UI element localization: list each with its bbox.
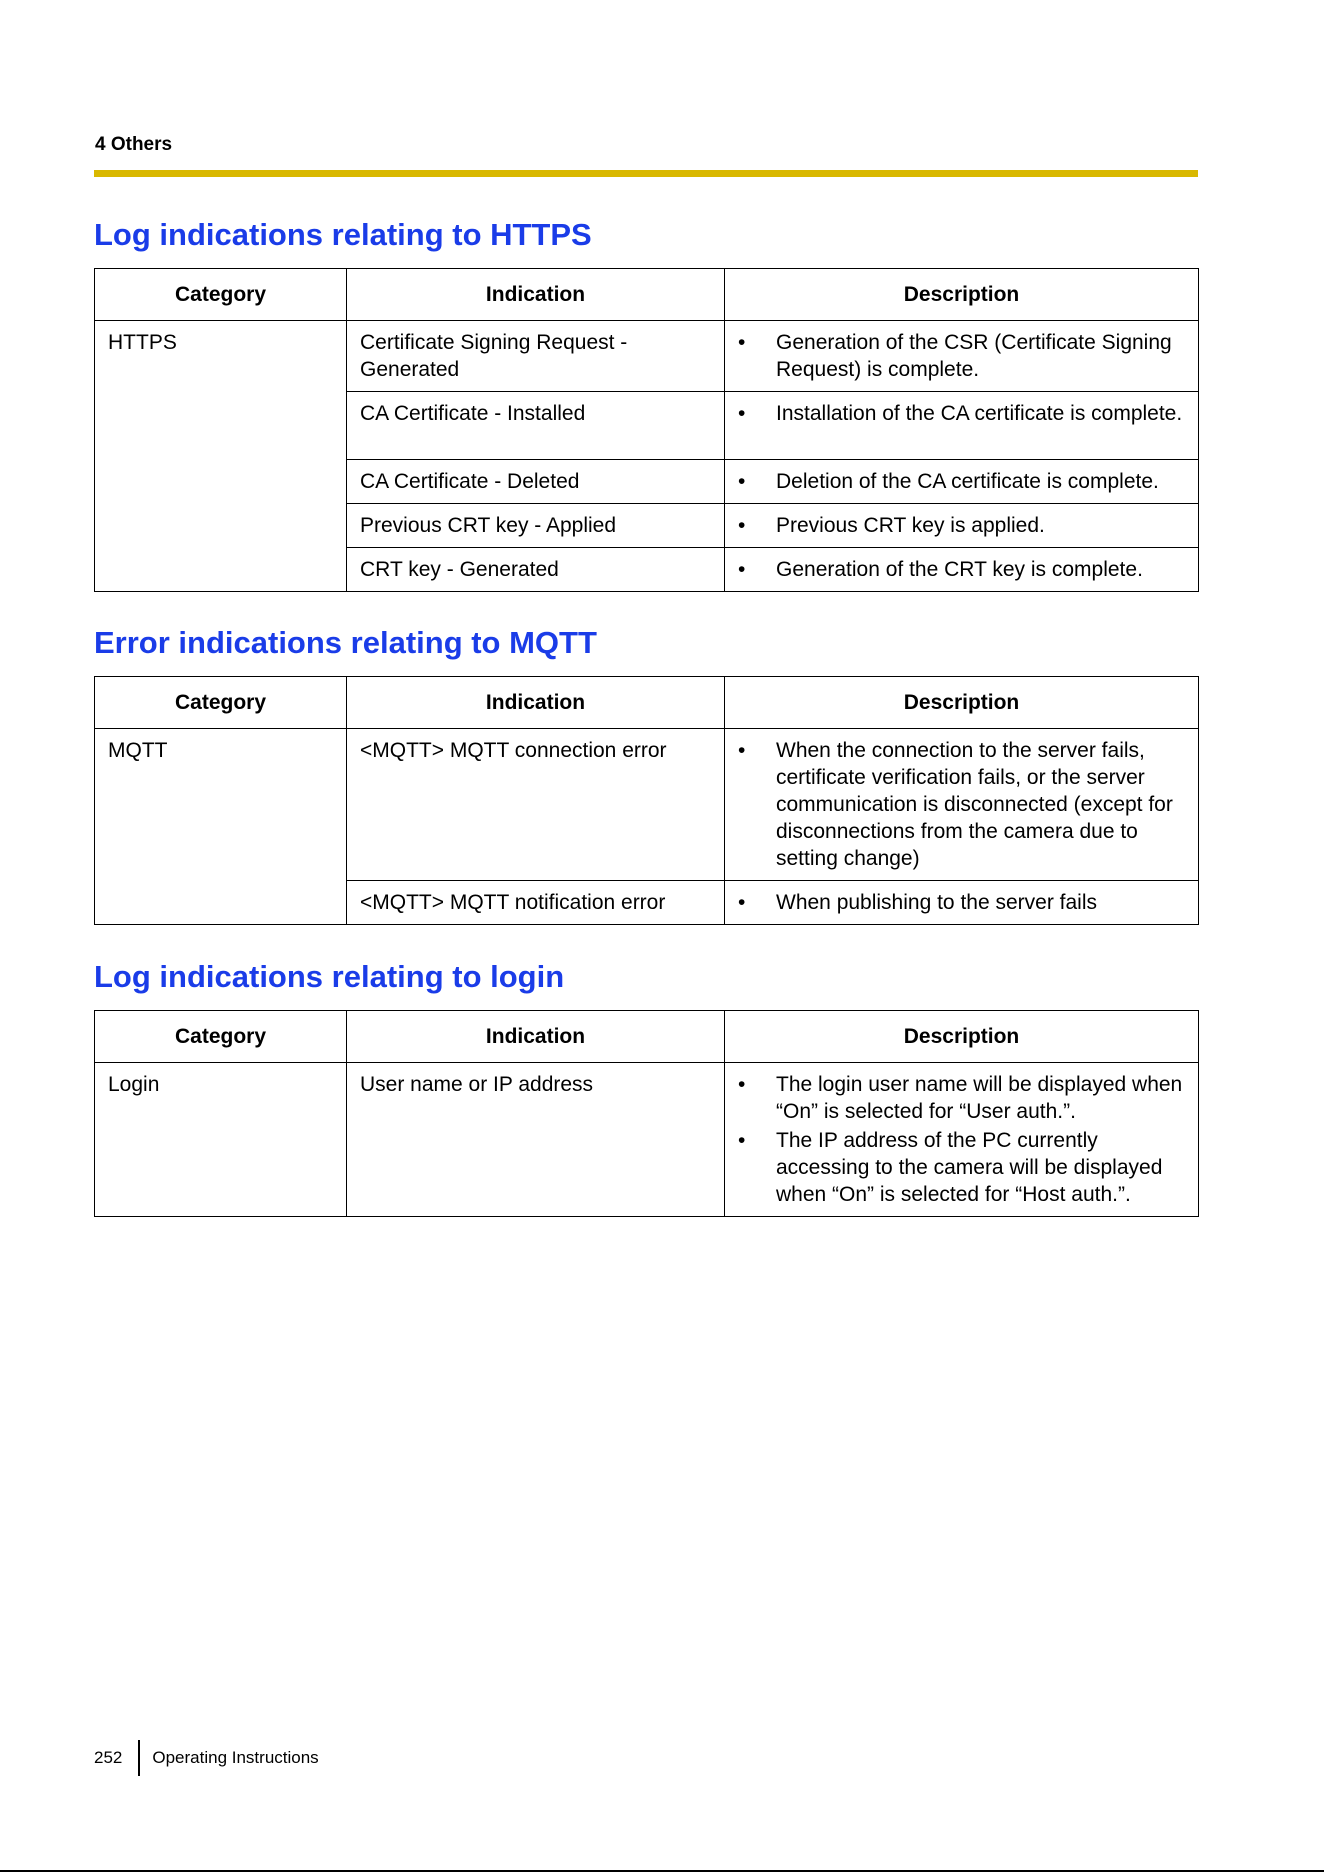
description-cell	[725, 548, 1199, 592]
section-title: Error indications relating to MQTT	[94, 625, 597, 660]
table-header-row	[95, 677, 1199, 729]
description-item: • Installation of the CA certificate is complete.	[738, 400, 1186, 427]
column-header-category: Category	[95, 677, 347, 729]
description-cell	[725, 1063, 1199, 1217]
page-footer	[94, 1740, 319, 1776]
table-header-row	[95, 1011, 1199, 1063]
description-item: • When the connection to the server fails, certificate verification fails, or the server communication is disconnected (except for disconnections from the camera due to setting change)	[738, 737, 1186, 872]
section-title: Log indications relating to login	[94, 959, 565, 994]
indication-cell: Previous CRT key - Applied	[347, 504, 725, 548]
log-table-https	[94, 268, 1199, 592]
indication-cell: CRT key - Generated	[347, 548, 725, 592]
table-row	[95, 729, 1199, 881]
description-cell	[725, 321, 1199, 392]
category-cell: HTTPS	[95, 321, 347, 592]
description-item: • Generation of the CSR (Certificate Signing Request) is complete.	[738, 329, 1186, 383]
indication-cell: Certificate Signing Request - Generated	[347, 321, 725, 392]
description-item: • Generation of the CRT key is complete.	[738, 556, 1186, 583]
description-item: • Previous CRT key is applied.	[738, 512, 1186, 539]
category-cell: MQTT	[95, 729, 347, 925]
column-header-description: Description	[725, 1011, 1199, 1063]
header-rule	[94, 170, 1198, 177]
column-header-indication: Indication	[347, 269, 725, 321]
table-row	[95, 1063, 1199, 1217]
description-item: • Deletion of the CA certificate is complete.	[738, 468, 1186, 495]
column-header-category: Category	[95, 269, 347, 321]
description-item: • The IP address of the PC currently accessing to the camera will be displayed when “On” is selected for “Host auth.”.	[738, 1127, 1186, 1208]
indication-cell: CA Certificate - Installed	[347, 392, 725, 460]
page-number: 252	[94, 1748, 123, 1767]
log-table-mqtt	[94, 676, 1199, 925]
column-header-description: Description	[725, 677, 1199, 729]
footer-divider	[138, 1740, 140, 1776]
column-header-category: Category	[95, 1011, 347, 1063]
section-title: Log indications relating to HTTPS	[94, 217, 592, 252]
log-table-login	[94, 1010, 1199, 1217]
column-header-indication: Indication	[347, 1011, 725, 1063]
indication-cell: User name or IP address	[347, 1063, 725, 1217]
chapter-header: 4 Others	[95, 134, 173, 155]
description-cell	[725, 504, 1199, 548]
description-item: • When publishing to the server fails	[738, 889, 1186, 916]
indication-cell: CA Certificate - Deleted	[347, 460, 725, 504]
description-cell	[725, 392, 1199, 460]
document-title: Operating Instructions	[152, 1748, 319, 1767]
description-cell	[725, 460, 1199, 504]
description-cell	[725, 729, 1199, 881]
section-mqtt	[94, 624, 1198, 925]
column-header-description: Description	[725, 269, 1199, 321]
table-row	[95, 321, 1199, 392]
description-item: • The login user name will be displayed when “On” is selected for “User auth.”.	[738, 1071, 1186, 1125]
section-login	[94, 958, 1198, 1217]
category-cell: Login	[95, 1063, 347, 1217]
section-https	[94, 216, 1198, 592]
column-header-indication: Indication	[347, 677, 725, 729]
description-cell	[725, 881, 1199, 925]
table-header-row	[95, 269, 1199, 321]
indication-cell: <MQTT> MQTT notification error	[347, 881, 725, 925]
indication-cell: <MQTT> MQTT connection error	[347, 729, 725, 881]
